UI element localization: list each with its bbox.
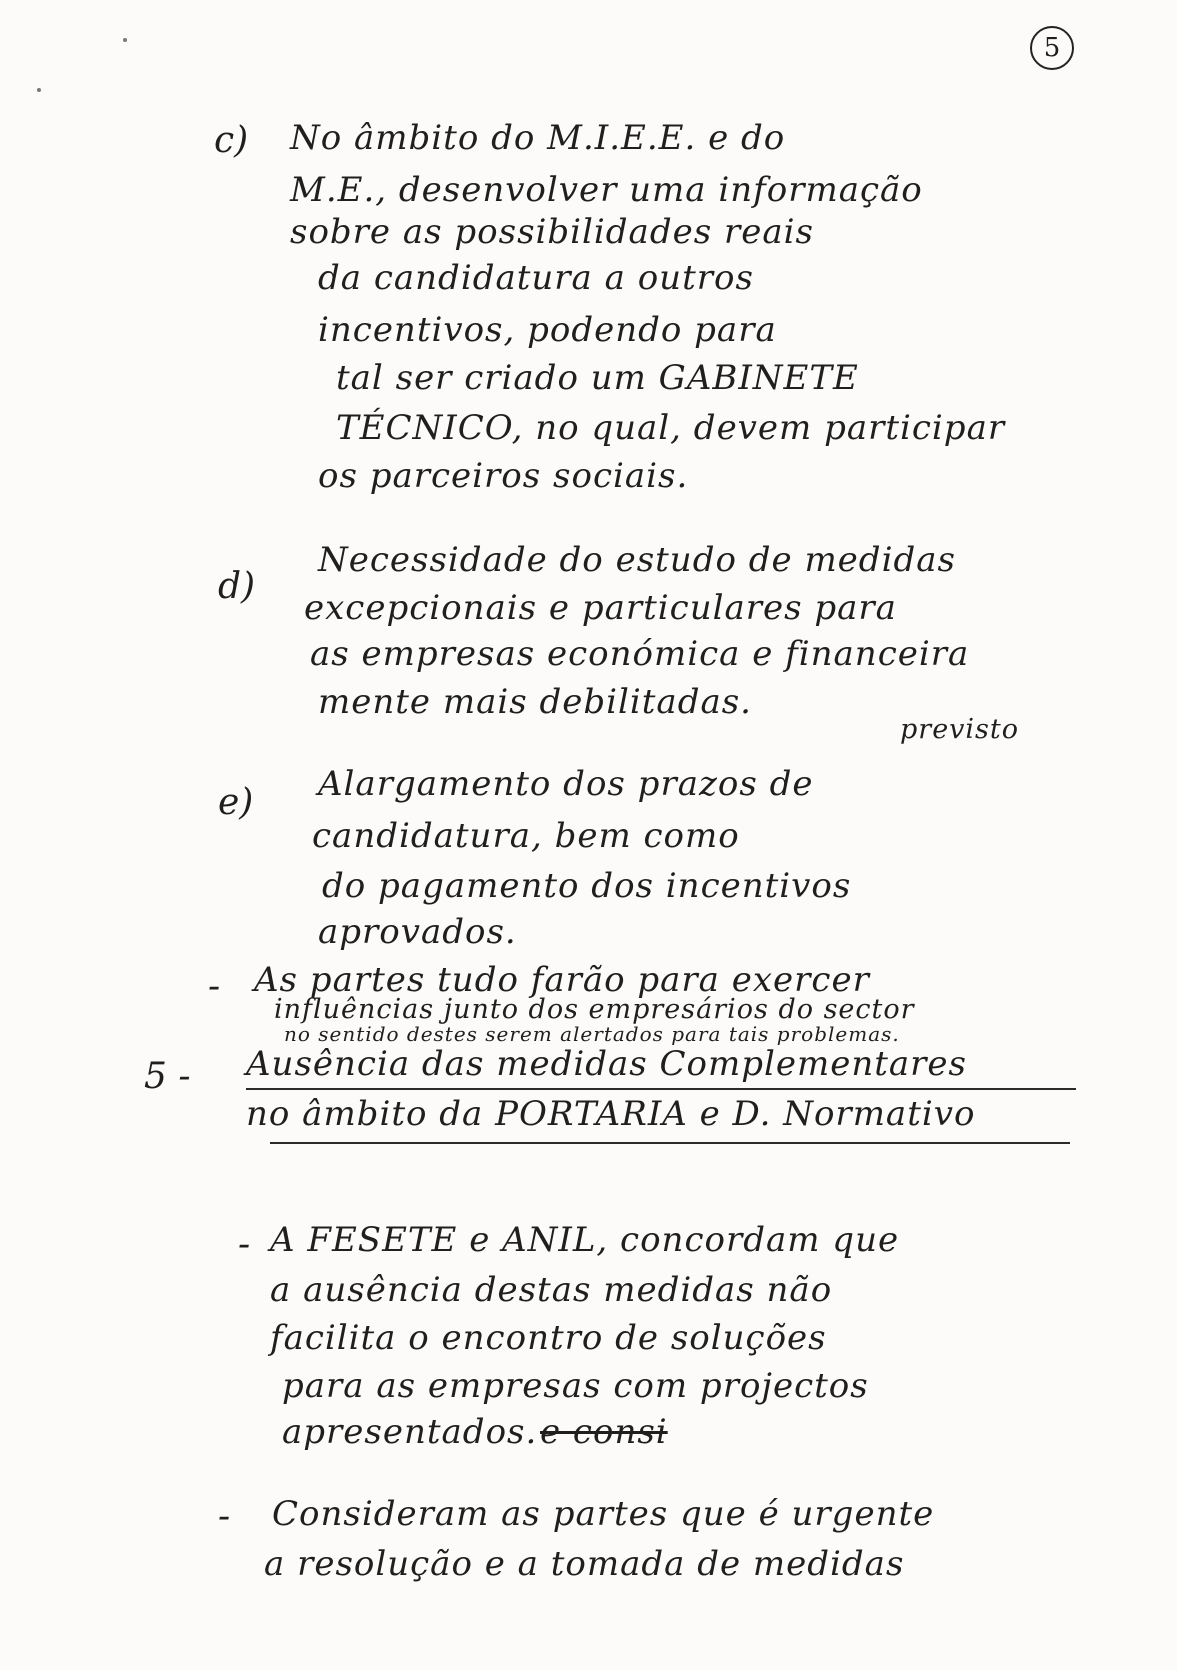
bullet-fesete-dash: -	[238, 1224, 251, 1265]
section-e-line-3: do pagamento dos incentivos	[322, 866, 852, 906]
section-c-line-6: tal ser criado um GABINETE	[336, 358, 859, 398]
item-5-line-1: Ausência das medidas Complementares	[246, 1044, 967, 1084]
bullet-fesete-line-2: a ausência destas medidas não	[270, 1270, 833, 1310]
section-d-line-1: Necessidade do estudo de medidas	[318, 540, 956, 580]
paper-speck	[37, 88, 41, 92]
bullet-fesete-line-5: apresentados.	[282, 1412, 538, 1452]
section-e-label: e)	[218, 782, 254, 823]
bullet-consideram-line-2: a resolução e a tomada de medidas	[264, 1544, 905, 1584]
section-d-line-3: as empresas económica e financeira	[310, 634, 970, 674]
section-c-line-7: TÉCNICO, no qual, devem participar	[336, 408, 1006, 448]
bullet-consideram-dash: -	[218, 1496, 231, 1537]
section-c-line-4: da candidatura a outros	[318, 258, 754, 298]
section-e-line-4: aprovados.	[318, 912, 517, 952]
section-e-insert: previsto	[900, 714, 1020, 745]
bullet-partes-line-2: influências junto dos empresários do sector	[274, 994, 915, 1025]
section-c-line-8: os parceiros sociais.	[318, 456, 689, 496]
section-c-line-1: No âmbito do M.I.E.E. e do	[290, 118, 786, 158]
bullet-consideram-line-1: Consideram as partes que é urgente	[272, 1494, 935, 1534]
section-e-line-1: Alargamento dos prazos de	[318, 764, 814, 804]
item-5-label: 5 -	[144, 1056, 191, 1097]
section-c-line-2: M.E., desenvolver uma informação	[290, 170, 923, 210]
bullet-fesete-line-4: para as empresas com projectos	[282, 1366, 869, 1406]
page-number: 5	[1030, 26, 1074, 70]
section-e-line-2: candidatura, bem como	[312, 816, 740, 856]
item-5-underline-2	[270, 1142, 1070, 1144]
section-d-label: d)	[218, 566, 256, 607]
bullet-fesete-line-1: A FESETE e ANIL, concordam que	[270, 1220, 900, 1260]
bullet-partes-dash: -	[208, 966, 221, 1007]
section-c-line-5: incentivos, podendo para	[318, 310, 777, 350]
section-c-line-3: sobre as possibilidades reais	[290, 212, 814, 252]
section-d-line-2: excepcionais e particulares para	[304, 588, 897, 628]
section-c-label: c)	[214, 120, 249, 161]
section-d-line-4: mente mais debilitadas.	[318, 682, 752, 722]
item-5-underline-1	[246, 1088, 1076, 1090]
bullet-fesete-line-3: facilita o encontro de soluções	[270, 1318, 827, 1358]
bullet-partes-line-3: no sentido destes serem alertados para tais problemas.	[284, 1022, 900, 1046]
item-5-line-2: no âmbito da PORTARIA e D. Normativo	[246, 1094, 976, 1134]
bullet-fesete-struck-text: e consi	[540, 1412, 668, 1452]
paper-speck	[123, 38, 127, 42]
bullet-partes-line-1: As partes tudo farão para exercer	[254, 960, 870, 1000]
